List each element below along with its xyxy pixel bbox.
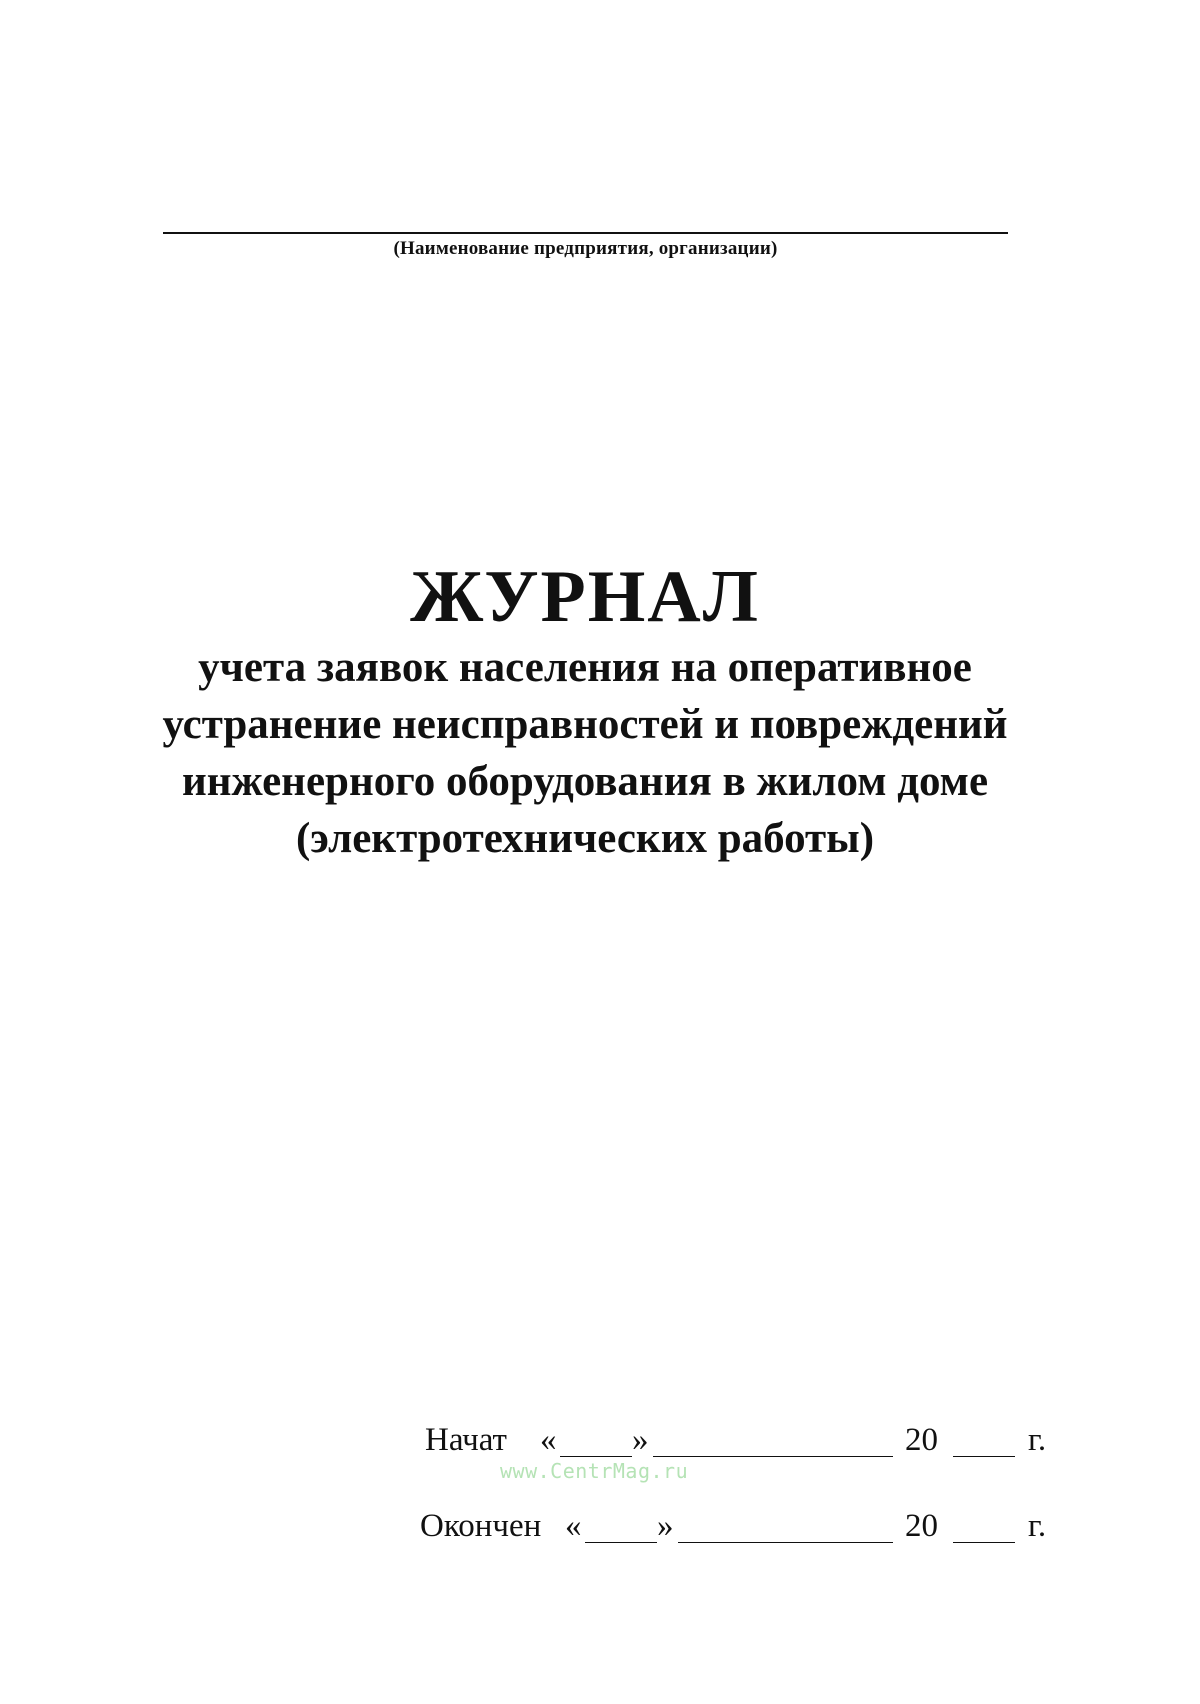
- started-label: Начат: [425, 1422, 507, 1458]
- ended-quote-close: »: [657, 1508, 674, 1544]
- organization-name-line: [163, 232, 1008, 234]
- started-quote-close: »: [632, 1422, 649, 1458]
- document-subtitle-line-3: инженерного оборудования в жилом доме: [181, 758, 989, 805]
- document-title: ЖУРНАЛ: [410, 556, 760, 638]
- document-subtitle-line-2: устранение неисправностей и повреждений: [162, 701, 1008, 748]
- organization-name-caption: (Наименование предприятия, организации): [393, 238, 778, 259]
- ended-year-blank: [953, 1542, 1015, 1543]
- ended-year-suffix: г.: [1028, 1508, 1047, 1544]
- started-year-suffix: г.: [1028, 1422, 1047, 1458]
- ended-quote-open: «: [565, 1508, 582, 1544]
- title-block: [60, 555, 1110, 867]
- started-year-blank: [953, 1456, 1015, 1457]
- website-watermark: www.CentrMag.ru: [500, 1459, 689, 1483]
- ended-day-blank: [585, 1542, 657, 1543]
- started-quote-open: «: [540, 1422, 557, 1458]
- document-subtitle-line-4: (электротехнических работы): [295, 815, 875, 862]
- started-year-prefix: 20: [905, 1422, 938, 1458]
- started-month-blank: [653, 1456, 893, 1457]
- ended-year-prefix: 20: [905, 1508, 938, 1544]
- ended-label: Окончен: [420, 1508, 542, 1544]
- document-subtitle-line-1: учета заявок населения на оперативное: [198, 644, 972, 691]
- ended-date-row: [415, 1508, 1115, 1552]
- ended-month-blank: [678, 1542, 893, 1543]
- started-day-blank: [560, 1456, 632, 1457]
